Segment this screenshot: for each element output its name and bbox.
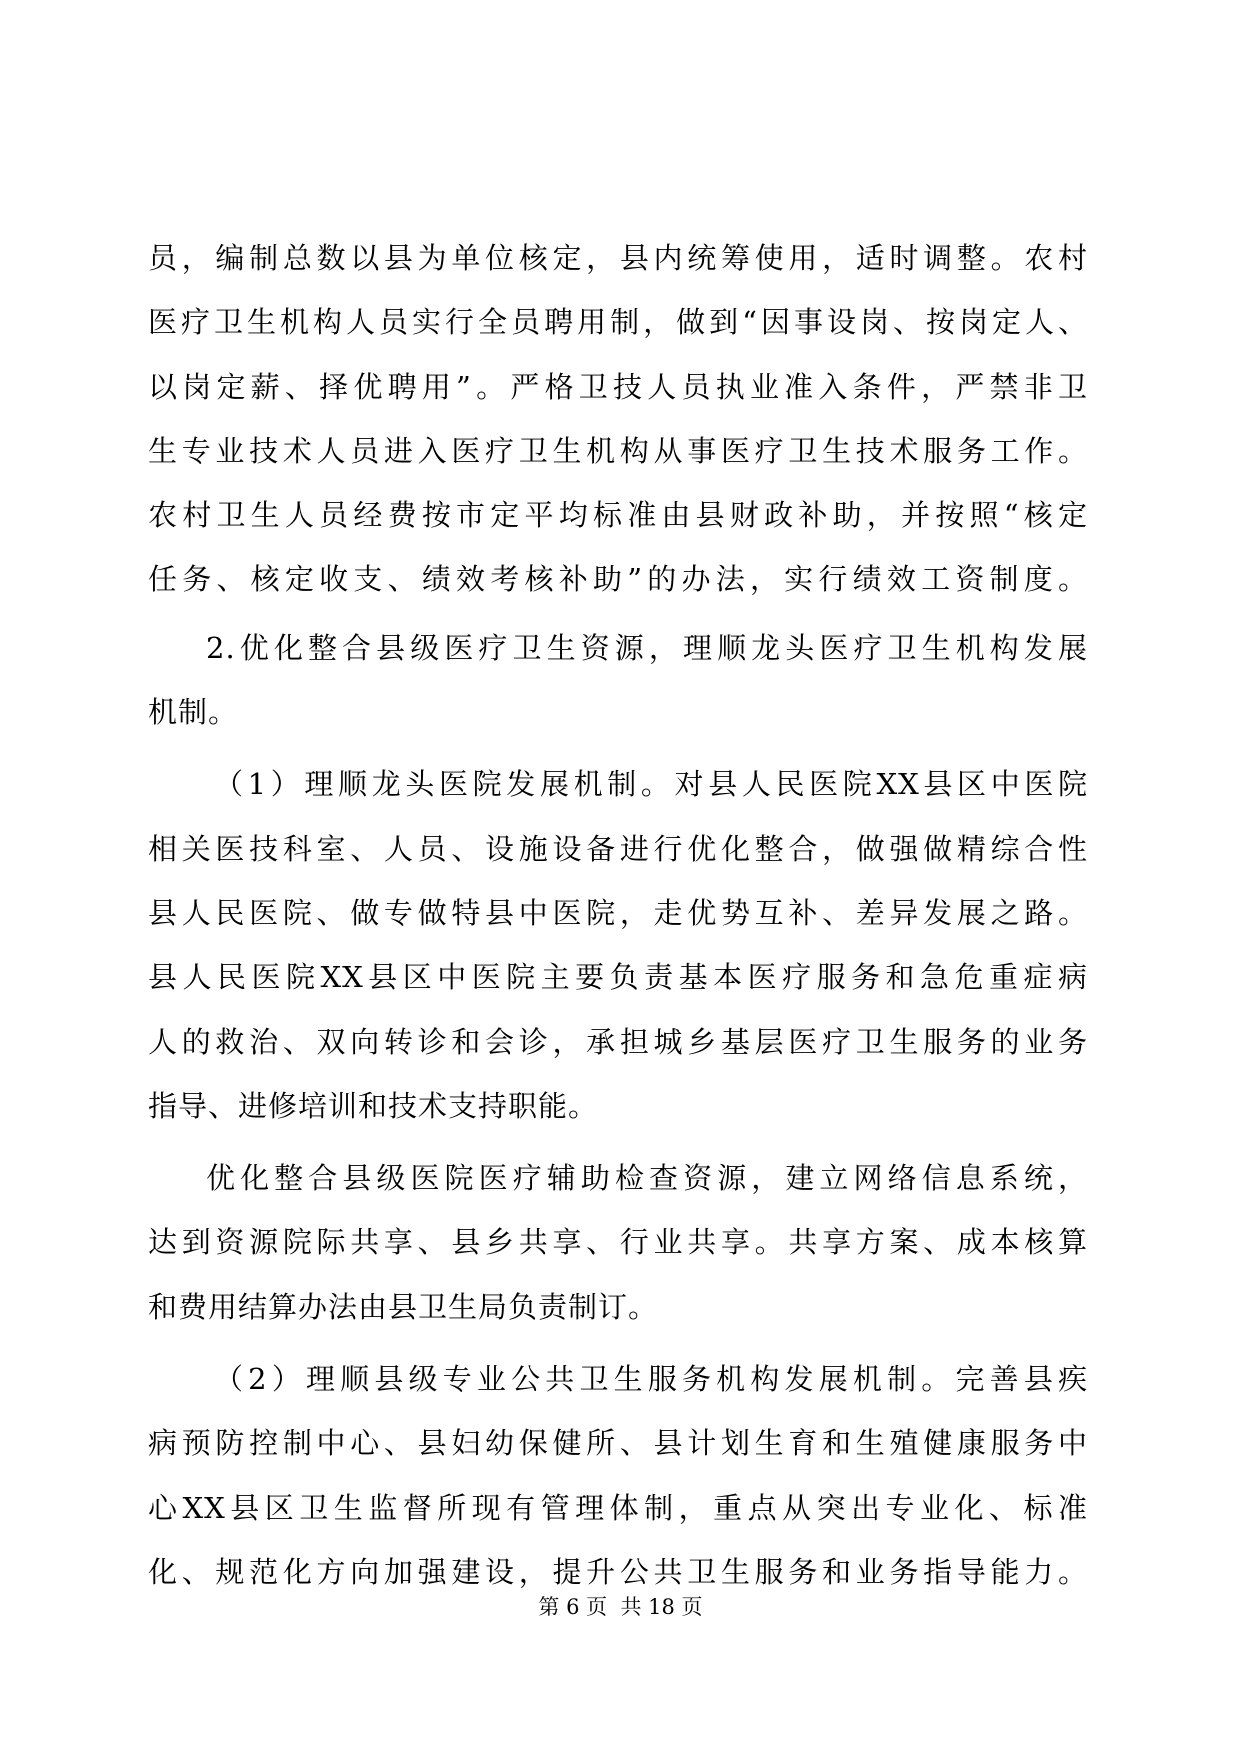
subsection-heading-line: （1）理顺龙头医院发展机制。对县人民医院XX县区中医院 — [214, 767, 1088, 802]
paragraph-first-line: 优化整合县级医院医疗辅助检查资源，建立网络信息系统， — [206, 1161, 1088, 1196]
text-line: 人的救治、双向转诊和会诊，承担城乡基层医疗卫生服务的业务 — [148, 1024, 1088, 1059]
text-line: 农村卫生人员经费按市定平均标准由县财政补助，并按照“核定 — [148, 498, 1088, 533]
text-line: 任务、核定收支、绩效考核补助”的办法，实行绩效工资制度。 — [148, 562, 1088, 597]
document-body — [148, 226, 1088, 1604]
text-line: 心XX县区卫生监督所现有管理体制，重点从突出专业化、标准 — [148, 1490, 1088, 1525]
text-line: 相关医技科室、人员、设施设备进行优化整合，做强做精综合性 — [148, 831, 1088, 866]
subsection-heading-line: （2）理顺县级专业公共卫生服务机构发展机制。完善县疾 — [214, 1362, 1088, 1397]
text-line: 以岗定薪、择优聘用”。严格卫技人员执业准入条件，严禁非卫 — [148, 369, 1088, 404]
text-line: 县人民医院XX县区中医院主要负责基本医疗服务和急危重症病 — [148, 960, 1088, 995]
text-line: 生专业技术人员进入医疗卫生机构从事医疗卫生技术服务工作。 — [148, 433, 1088, 468]
text-line: 员，编制总数以县为单位核定，县内统筹使用，适时调整。农村 — [148, 241, 1088, 275]
text-line: 指导、进修培训和技术支持职能。 — [148, 1088, 599, 1123]
text-line: 和费用结算办法由县卫生局负责制订。 — [148, 1289, 659, 1324]
text-line: 县人民医院、做专做特县中医院，走优势互补、差异发展之路。 — [148, 895, 1088, 930]
text-line: 病预防控制中心、县妇幼保健所、县计划生育和生殖健康服务中 — [148, 1426, 1088, 1461]
text-line: 达到资源院际共享、县乡共享、行业共享。共享方案、成本核算 — [148, 1225, 1088, 1260]
section-heading-line: 2.优化整合县级医疗卫生资源，理顺龙头医疗卫生机构发展 — [206, 630, 1088, 665]
section-heading-line: 机制。 — [148, 695, 239, 730]
page-number-footer: 第 6 页 共 18 页 — [538, 1595, 703, 1619]
text-line: 化、规范化方向加强建设，提升公共卫生服务和业务指导能力。 — [148, 1554, 1088, 1589]
text-line: 医疗卫生机构人员实行全员聘用制，做到“因事设岗、按岗定人、 — [148, 305, 1088, 340]
